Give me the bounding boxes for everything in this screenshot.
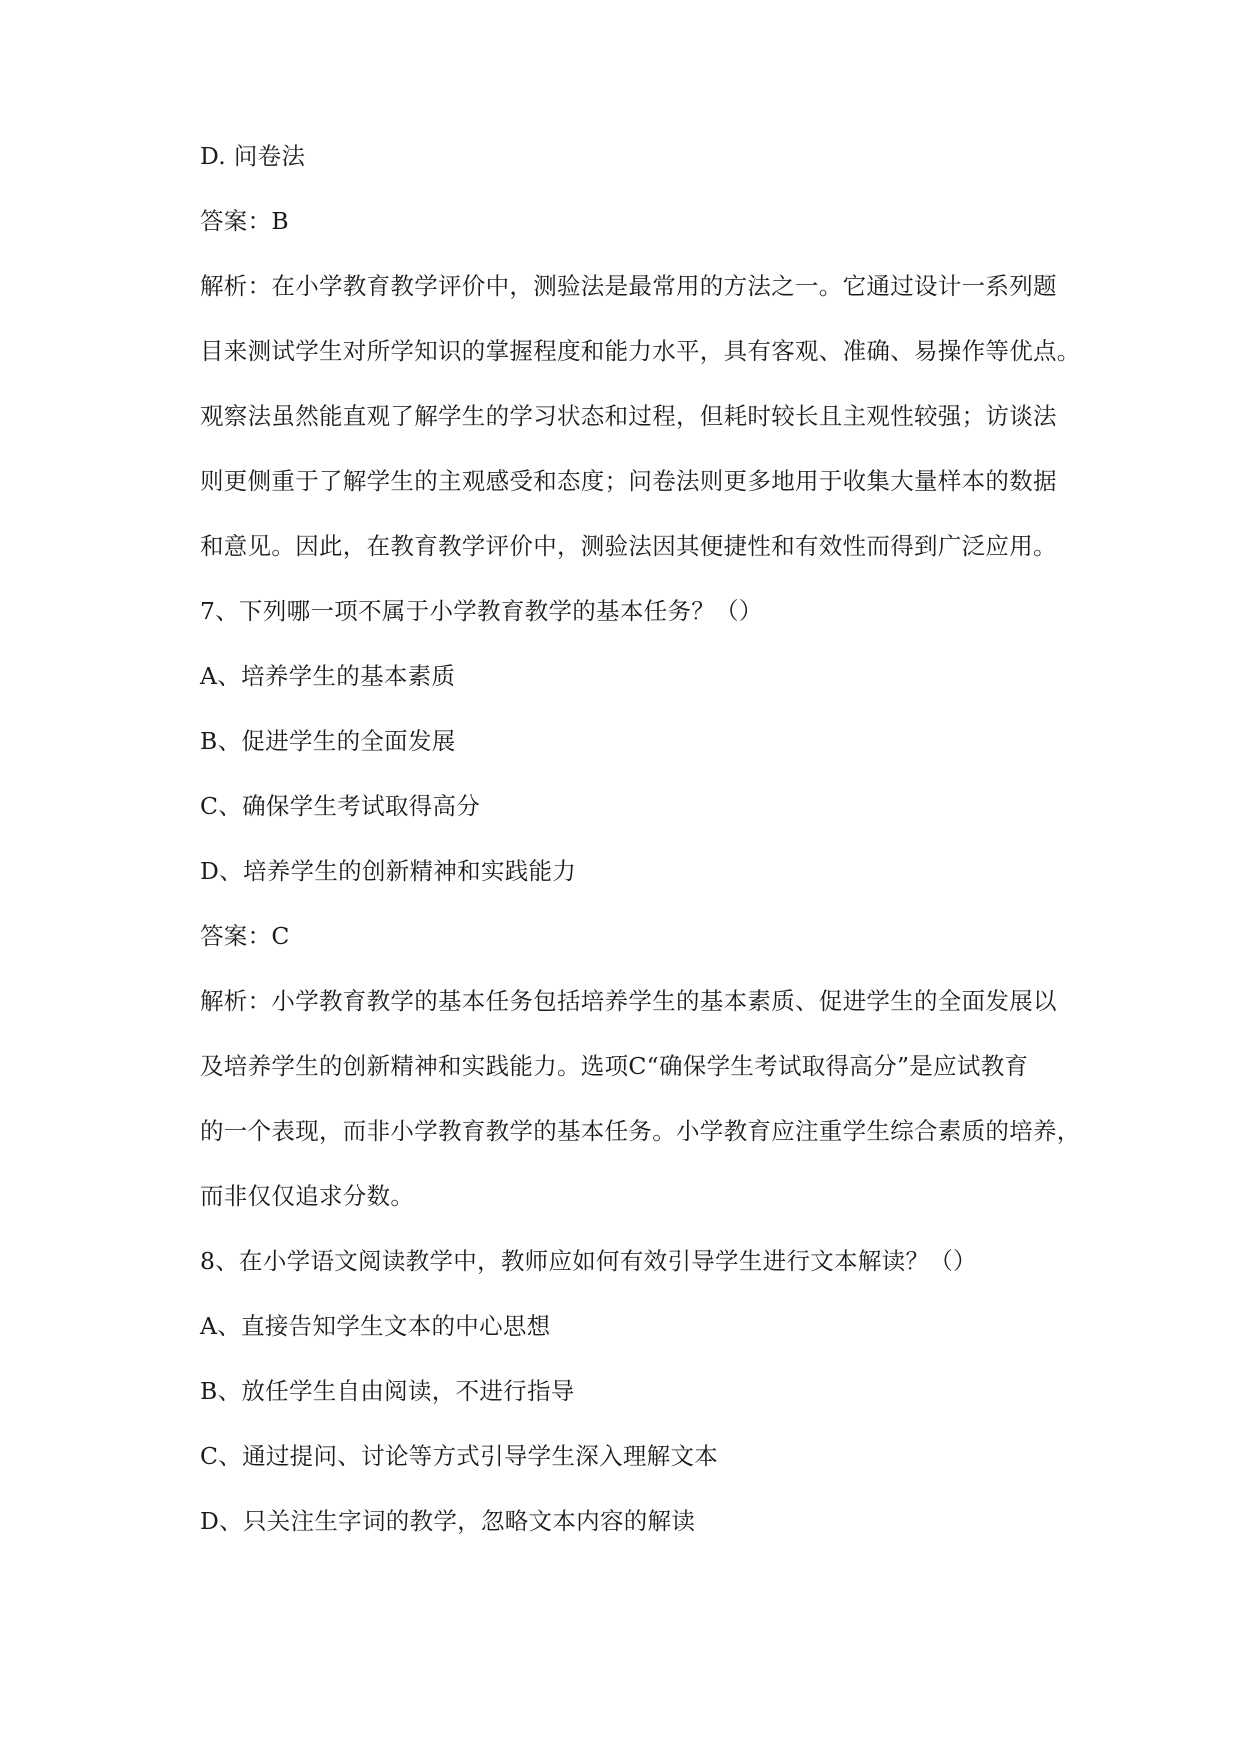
- analysis-line: 及培养学生的创新精神和实践能力。选项C“确保学生考试取得高分”是应试教育: [200, 1052, 1029, 1080]
- q6-option-d: D. 问卷法: [200, 142, 306, 170]
- analysis-line: 解析：在小学教育教学评价中，测验法是最常用的方法之一。它通过设计一系列题: [200, 272, 1057, 300]
- q8-stem: 8、在小学语文阅读教学中，教师应如何有效引导学生进行文本解读？（）: [200, 1247, 977, 1275]
- page-content: [200, 140, 1080, 1538]
- analysis-line: 解析：小学教育教学的基本任务包括培养学生的基本素质、促进学生的全面发展以: [200, 987, 1057, 1015]
- q7-option-c: C、确保学生考试取得高分: [200, 792, 481, 820]
- q7-answer: 答案：C: [200, 922, 290, 950]
- analysis-line: 和意见。因此，在教育教学评价中，测验法因其便捷性和有效性而得到广泛应用。: [200, 532, 1057, 560]
- q6-analysis: [200, 270, 1080, 563]
- analysis-line: 则更侧重于了解学生的主观感受和态度；问卷法则更多地用于收集大量样本的数据: [200, 467, 1057, 495]
- analysis-line: 而非仅仅追求分数。: [200, 1182, 415, 1210]
- q7-option-b: B、促进学生的全面发展: [200, 727, 456, 755]
- q8-option-d: D、只关注生字词的教学，忽略文本内容的解读: [200, 1507, 696, 1535]
- analysis-line: 观察法虽然能直观了解学生的学习状态和过程，但耗时较长且主观性较强；访谈法: [200, 402, 1057, 430]
- q8-option-c: C、通过提问、讨论等方式引导学生深入理解文本: [200, 1442, 719, 1470]
- q7-option-d: D、培养学生的创新精神和实践能力: [200, 857, 577, 885]
- q7-analysis: [200, 985, 1080, 1213]
- q8-option-a: A、直接告知学生文本的中心思想: [200, 1312, 551, 1340]
- q8-option-b: B、放任学生自由阅读，不进行指导: [200, 1377, 575, 1405]
- q7-stem: 7、下列哪一项不属于小学教育教学的基本任务？（）: [200, 597, 763, 625]
- q7-option-a: A、培养学生的基本素质: [200, 662, 456, 690]
- q6-answer: 答案：B: [200, 207, 289, 235]
- analysis-line: 的一个表现，而非小学教育教学的基本任务。小学教育应注重学生综合素质的培养，: [200, 1117, 1081, 1145]
- analysis-line: 目来测试学生对所学知识的掌握程度和能力水平，具有客观、准确、易操作等优点。: [200, 337, 1081, 365]
